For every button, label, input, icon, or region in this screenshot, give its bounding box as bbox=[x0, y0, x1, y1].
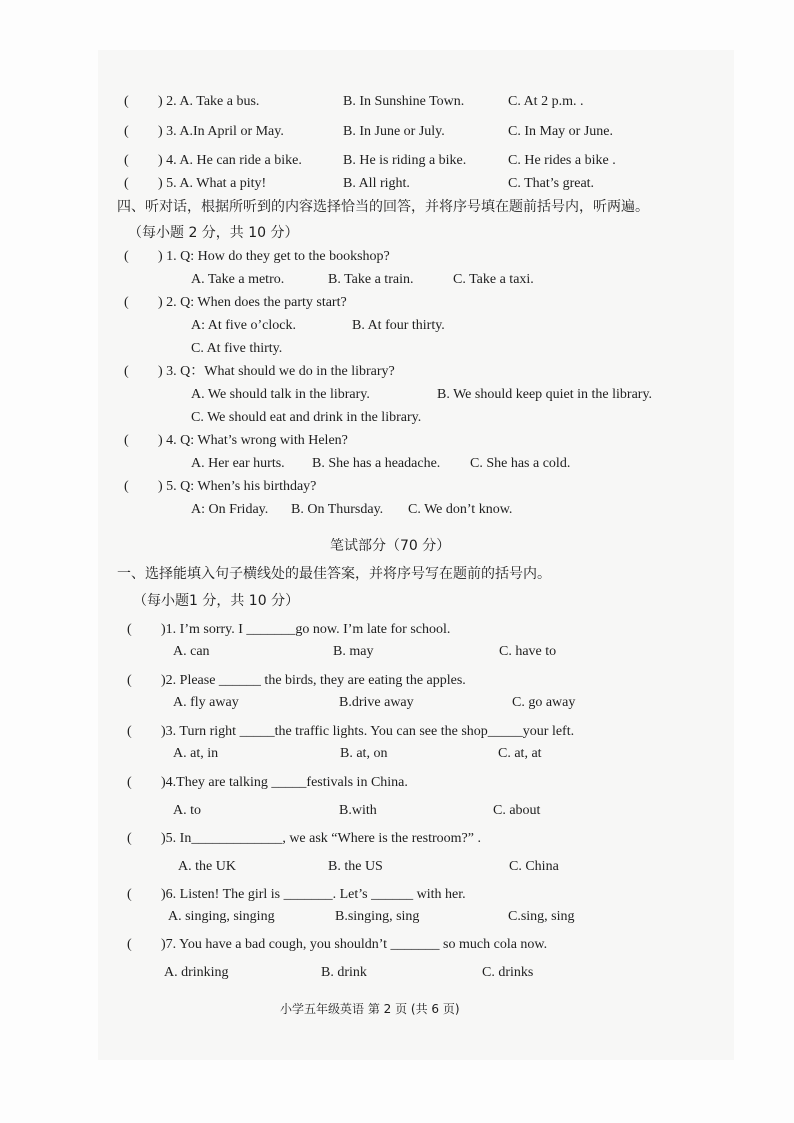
option-c: C. at, at bbox=[498, 746, 542, 761]
question-item: ) 5. Q: When’s his birthday? bbox=[158, 479, 317, 494]
written-heading: 笔试部分（70 分） bbox=[330, 538, 451, 554]
option-a: A. Take a metro. bbox=[191, 272, 285, 287]
answer-bracket: ( bbox=[124, 364, 129, 379]
option-b: B. In Sunshine Town. bbox=[343, 94, 465, 109]
answer-bracket: ( bbox=[124, 176, 129, 191]
question-item: ) 4. A. He can ride a bike. bbox=[158, 153, 302, 168]
option-c: C. In May or June. bbox=[508, 124, 613, 139]
answer-bracket: ( bbox=[127, 937, 132, 952]
option-c: C. We don’t know. bbox=[408, 502, 513, 517]
answer-bracket: ( bbox=[127, 622, 132, 637]
question-item: )5. In_____________, we ask “Where is the restroom?” . bbox=[161, 831, 481, 846]
question-item: )2. Please ______ the birds, they are eating the apples. bbox=[161, 673, 466, 688]
option-c: C. We should eat and drink in the library. bbox=[191, 410, 422, 425]
option-a: A. Her ear hurts. bbox=[191, 456, 285, 471]
question-item: ) 5. A. What a pity! bbox=[158, 176, 267, 191]
option-a: A. to bbox=[173, 803, 201, 818]
answer-bracket: ( bbox=[127, 887, 132, 902]
option-a: A. the UK bbox=[178, 859, 236, 874]
option-a: A: At five o’clock. bbox=[191, 318, 296, 333]
answer-bracket: ( bbox=[124, 479, 129, 494]
question-item: )1. I’m sorry. I _______go now. I’m late for school. bbox=[161, 622, 451, 637]
option-c: C. China bbox=[509, 859, 559, 874]
answer-bracket: ( bbox=[124, 153, 129, 168]
option-c: C.sing, sing bbox=[508, 909, 575, 924]
option-c: C. At 2 p.m. . bbox=[508, 94, 584, 109]
option-c: C. Take a taxi. bbox=[453, 272, 534, 287]
answer-bracket: ( bbox=[124, 433, 129, 448]
answer-bracket: ( bbox=[124, 124, 129, 139]
option-b: B. may bbox=[333, 644, 374, 659]
section-score: （每小题 2 分，共 10 分） bbox=[128, 225, 299, 241]
option-b: B. All right. bbox=[343, 176, 410, 191]
option-b: B. Take a train. bbox=[328, 272, 414, 287]
option-b: B. She has a headache. bbox=[312, 456, 441, 471]
page-footer: 小学五年级英语 第 2 页 (共 6 页) bbox=[280, 1002, 460, 1016]
option-c: C. go away bbox=[512, 695, 576, 710]
question-item: ) 2. A. Take a bus. bbox=[158, 94, 260, 109]
option-a: A: On Friday. bbox=[191, 502, 269, 517]
option-c: C. That’s great. bbox=[508, 176, 595, 191]
section-title: 一、选择能填入句子横线处的最佳答案，并将序号写在题前的括号内。 bbox=[117, 566, 551, 582]
option-c: C. She has a cold. bbox=[470, 456, 571, 471]
option-c: C. drinks bbox=[482, 965, 534, 980]
section-score: （每小题1 分，共 10 分） bbox=[133, 593, 300, 609]
option-a: A. fly away bbox=[173, 695, 239, 710]
answer-bracket: ( bbox=[124, 295, 129, 310]
option-a: A. We should talk in the library. bbox=[191, 387, 370, 402]
question-item: )4.They are talking _____festivals in China. bbox=[161, 775, 408, 790]
question-item: ) 3. A.In April or May. bbox=[158, 124, 284, 139]
question-item: ) 3. Q：What should we do in the library? bbox=[158, 364, 395, 379]
question-item: ) 2. Q: When does the party start? bbox=[158, 295, 347, 310]
option-b: B.with bbox=[339, 803, 377, 818]
option-a: A. can bbox=[173, 644, 210, 659]
option-b: B. the US bbox=[328, 859, 383, 874]
question-item: )3. Turn right _____the traffic lights. You can see the shop_____your left. bbox=[161, 724, 575, 739]
question-item: )6. Listen! The girl is _______. Let’s ______ with her. bbox=[161, 887, 466, 902]
option-a: A. drinking bbox=[164, 965, 229, 980]
question-item: )7. You have a bad cough, you shouldn’t _______ so much cola now. bbox=[161, 937, 548, 952]
answer-bracket: ( bbox=[127, 831, 132, 846]
section-title: 四、听对话，根据所听到的内容选择恰当的回答，并将序号填在题前括号内，听两遍。 bbox=[117, 199, 649, 215]
answer-bracket: ( bbox=[127, 775, 132, 790]
option-c: C. have to bbox=[499, 644, 557, 659]
option-c: C. about bbox=[493, 803, 541, 818]
answer-bracket: ( bbox=[124, 249, 129, 264]
option-b: B. at, on bbox=[340, 746, 388, 761]
question-item: ) 4. Q: What’s wrong with Helen? bbox=[158, 433, 348, 448]
option-b: B. In June or July. bbox=[343, 124, 445, 139]
question-item: ) 1. Q: How do they get to the bookshop? bbox=[158, 249, 390, 264]
answer-bracket: ( bbox=[127, 724, 132, 739]
option-b: B.singing, sing bbox=[335, 909, 420, 924]
option-c: C. He rides a bike . bbox=[508, 153, 616, 168]
option-c: C. At five thirty. bbox=[191, 341, 283, 356]
option-a: A. at, in bbox=[173, 746, 219, 761]
answer-bracket: ( bbox=[124, 94, 129, 109]
option-b: B. At four thirty. bbox=[352, 318, 445, 333]
option-b: B. He is riding a bike. bbox=[343, 153, 467, 168]
option-b: B.drive away bbox=[339, 695, 414, 710]
option-b: B. drink bbox=[321, 965, 367, 980]
option-a: A. singing, singing bbox=[168, 909, 275, 924]
option-b: B. On Thursday. bbox=[291, 502, 384, 517]
answer-bracket: ( bbox=[127, 673, 132, 688]
option-b: B. We should keep quiet in the library. bbox=[437, 387, 653, 402]
